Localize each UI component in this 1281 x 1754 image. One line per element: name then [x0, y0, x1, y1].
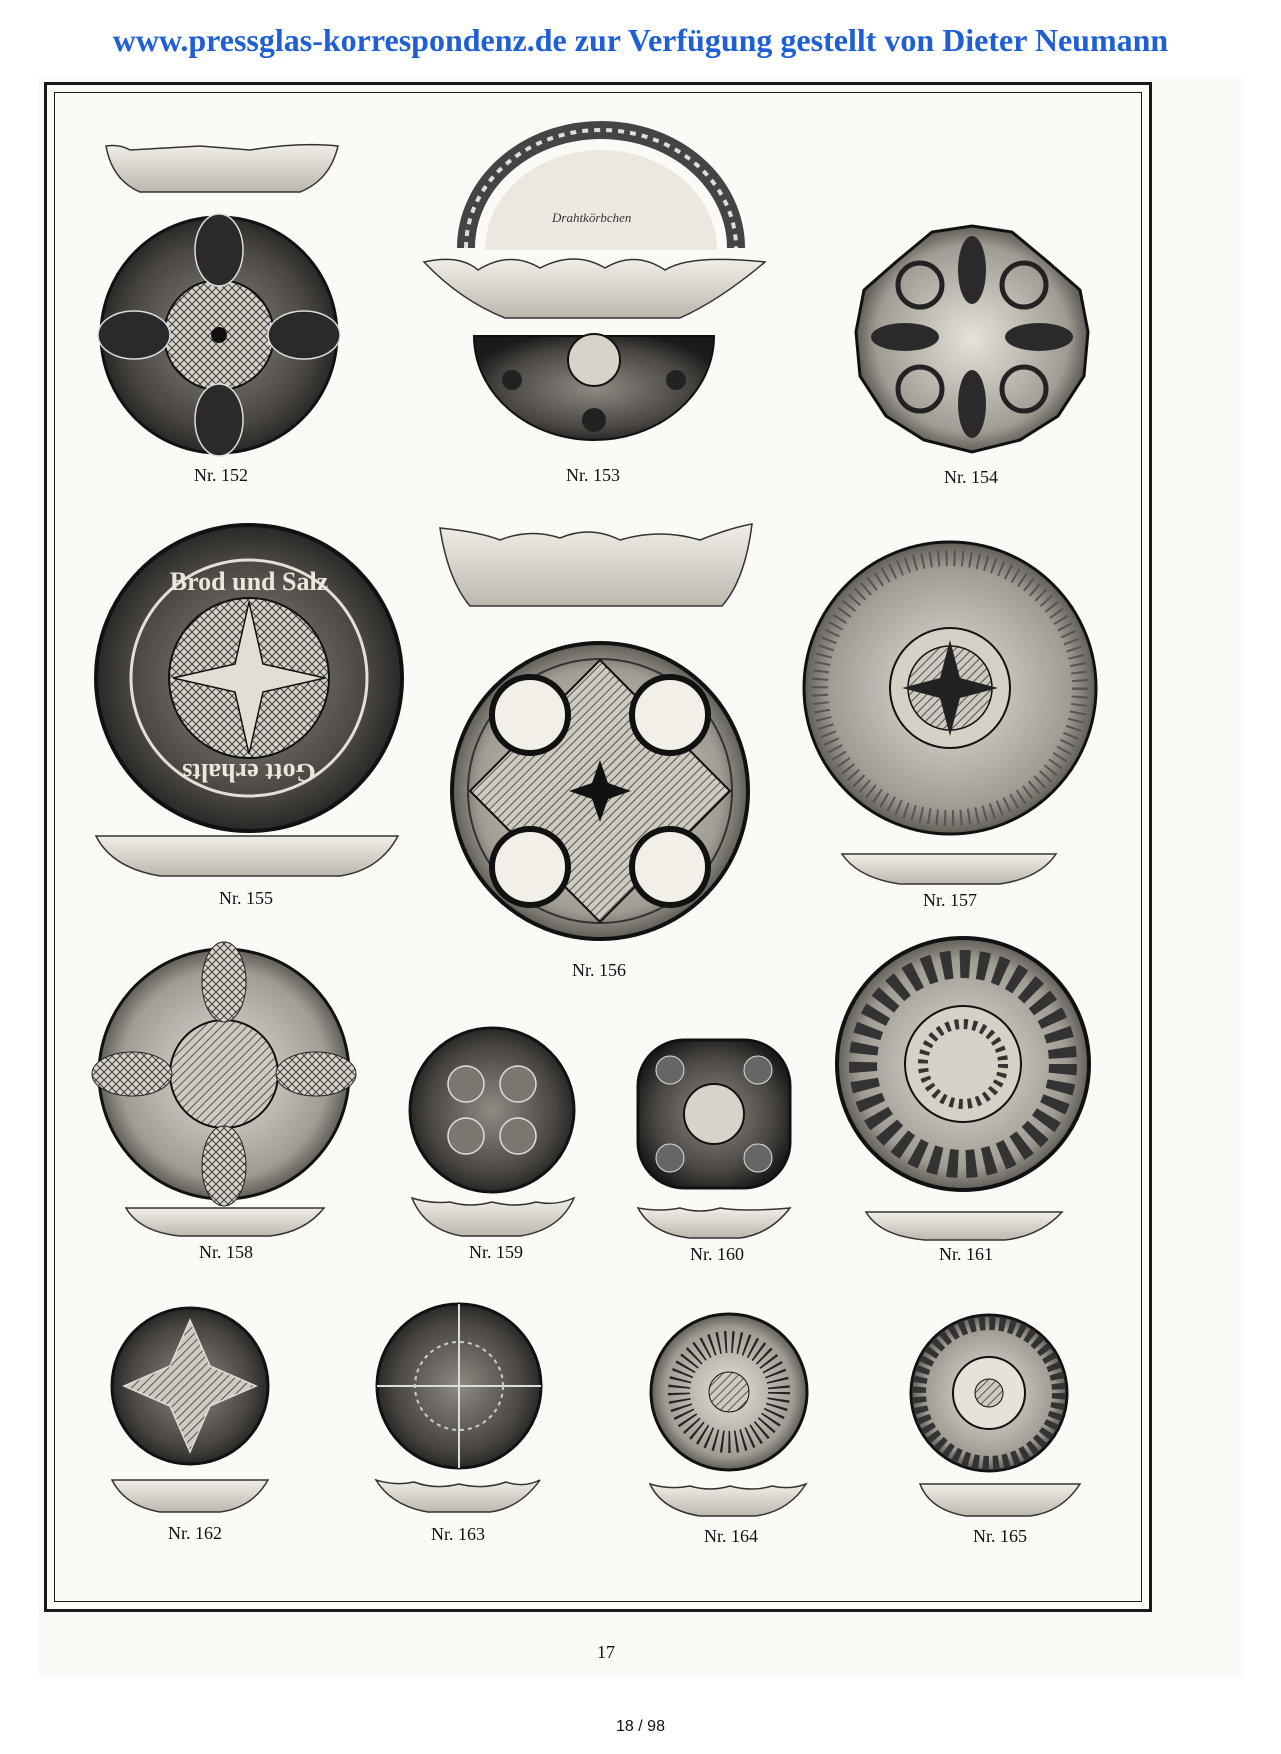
page-number: 17 — [597, 1642, 615, 1662]
plate-164 — [650, 1314, 807, 1516]
plate-158 — [92, 942, 356, 1236]
plate-155-rim-top: Brod und Salz — [169, 567, 329, 596]
plate-163-profile — [376, 1480, 540, 1512]
label-nr-165: Nr. 165 — [973, 1526, 1027, 1546]
plate-154 — [856, 226, 1088, 452]
plate-159-profile — [412, 1198, 574, 1236]
pdf-pager: 18 / 98 — [616, 1718, 665, 1735]
plate-160-profile — [638, 1208, 790, 1238]
label-nr-160: Nr. 160 — [690, 1244, 744, 1264]
label-nr-158: Nr. 158 — [199, 1242, 253, 1262]
plate-159-top — [410, 1028, 574, 1192]
plate-157 — [804, 542, 1096, 884]
basket-153-bowl — [424, 259, 765, 318]
plate-165 — [911, 1315, 1080, 1516]
label-nr-164: Nr. 164 — [704, 1526, 758, 1546]
basket-153-inscription: Drahtkörbchen — [552, 210, 632, 225]
label-nr-154: Nr. 154 — [944, 467, 998, 487]
basket-153 — [424, 130, 765, 440]
label-nr-159: Nr. 159 — [469, 1242, 523, 1262]
plate-155 — [96, 525, 402, 876]
plate-163 — [376, 1304, 541, 1512]
plate-152 — [98, 145, 340, 456]
plate-152-profile — [106, 145, 338, 192]
plate-158-profile — [126, 1208, 324, 1236]
label-nr-155: Nr. 155 — [219, 888, 273, 908]
plate-157-profile — [842, 854, 1056, 884]
label-nr-157: Nr. 157 — [923, 890, 977, 910]
plate-156 — [440, 524, 752, 939]
label-nr-153: Nr. 153 — [566, 465, 620, 485]
plate-155-rim-bottom: Gott erhalts — [182, 758, 316, 787]
plate-165-profile — [920, 1484, 1080, 1516]
label-nr-162: Nr. 162 — [168, 1523, 222, 1543]
plate-156-profile — [440, 524, 752, 606]
label-nr-156: Nr. 156 — [572, 960, 626, 980]
label-nr-161: Nr. 161 — [939, 1244, 993, 1264]
plate-161-profile — [866, 1212, 1062, 1240]
plate-164-profile — [650, 1484, 806, 1516]
plate-160 — [638, 1040, 790, 1238]
plate-162-profile — [112, 1480, 268, 1512]
plate-161 — [837, 938, 1089, 1240]
label-nr-152: Nr. 152 — [194, 465, 248, 485]
plate-159 — [410, 1028, 574, 1236]
plate-155-profile — [96, 836, 398, 876]
watermark-header: www.pressglas-korrespondenz.de zur Verfügung gestellt von Dieter Neumann — [112, 22, 1169, 58]
label-nr-163: Nr. 163 — [431, 1524, 485, 1544]
plate-162 — [112, 1308, 268, 1512]
